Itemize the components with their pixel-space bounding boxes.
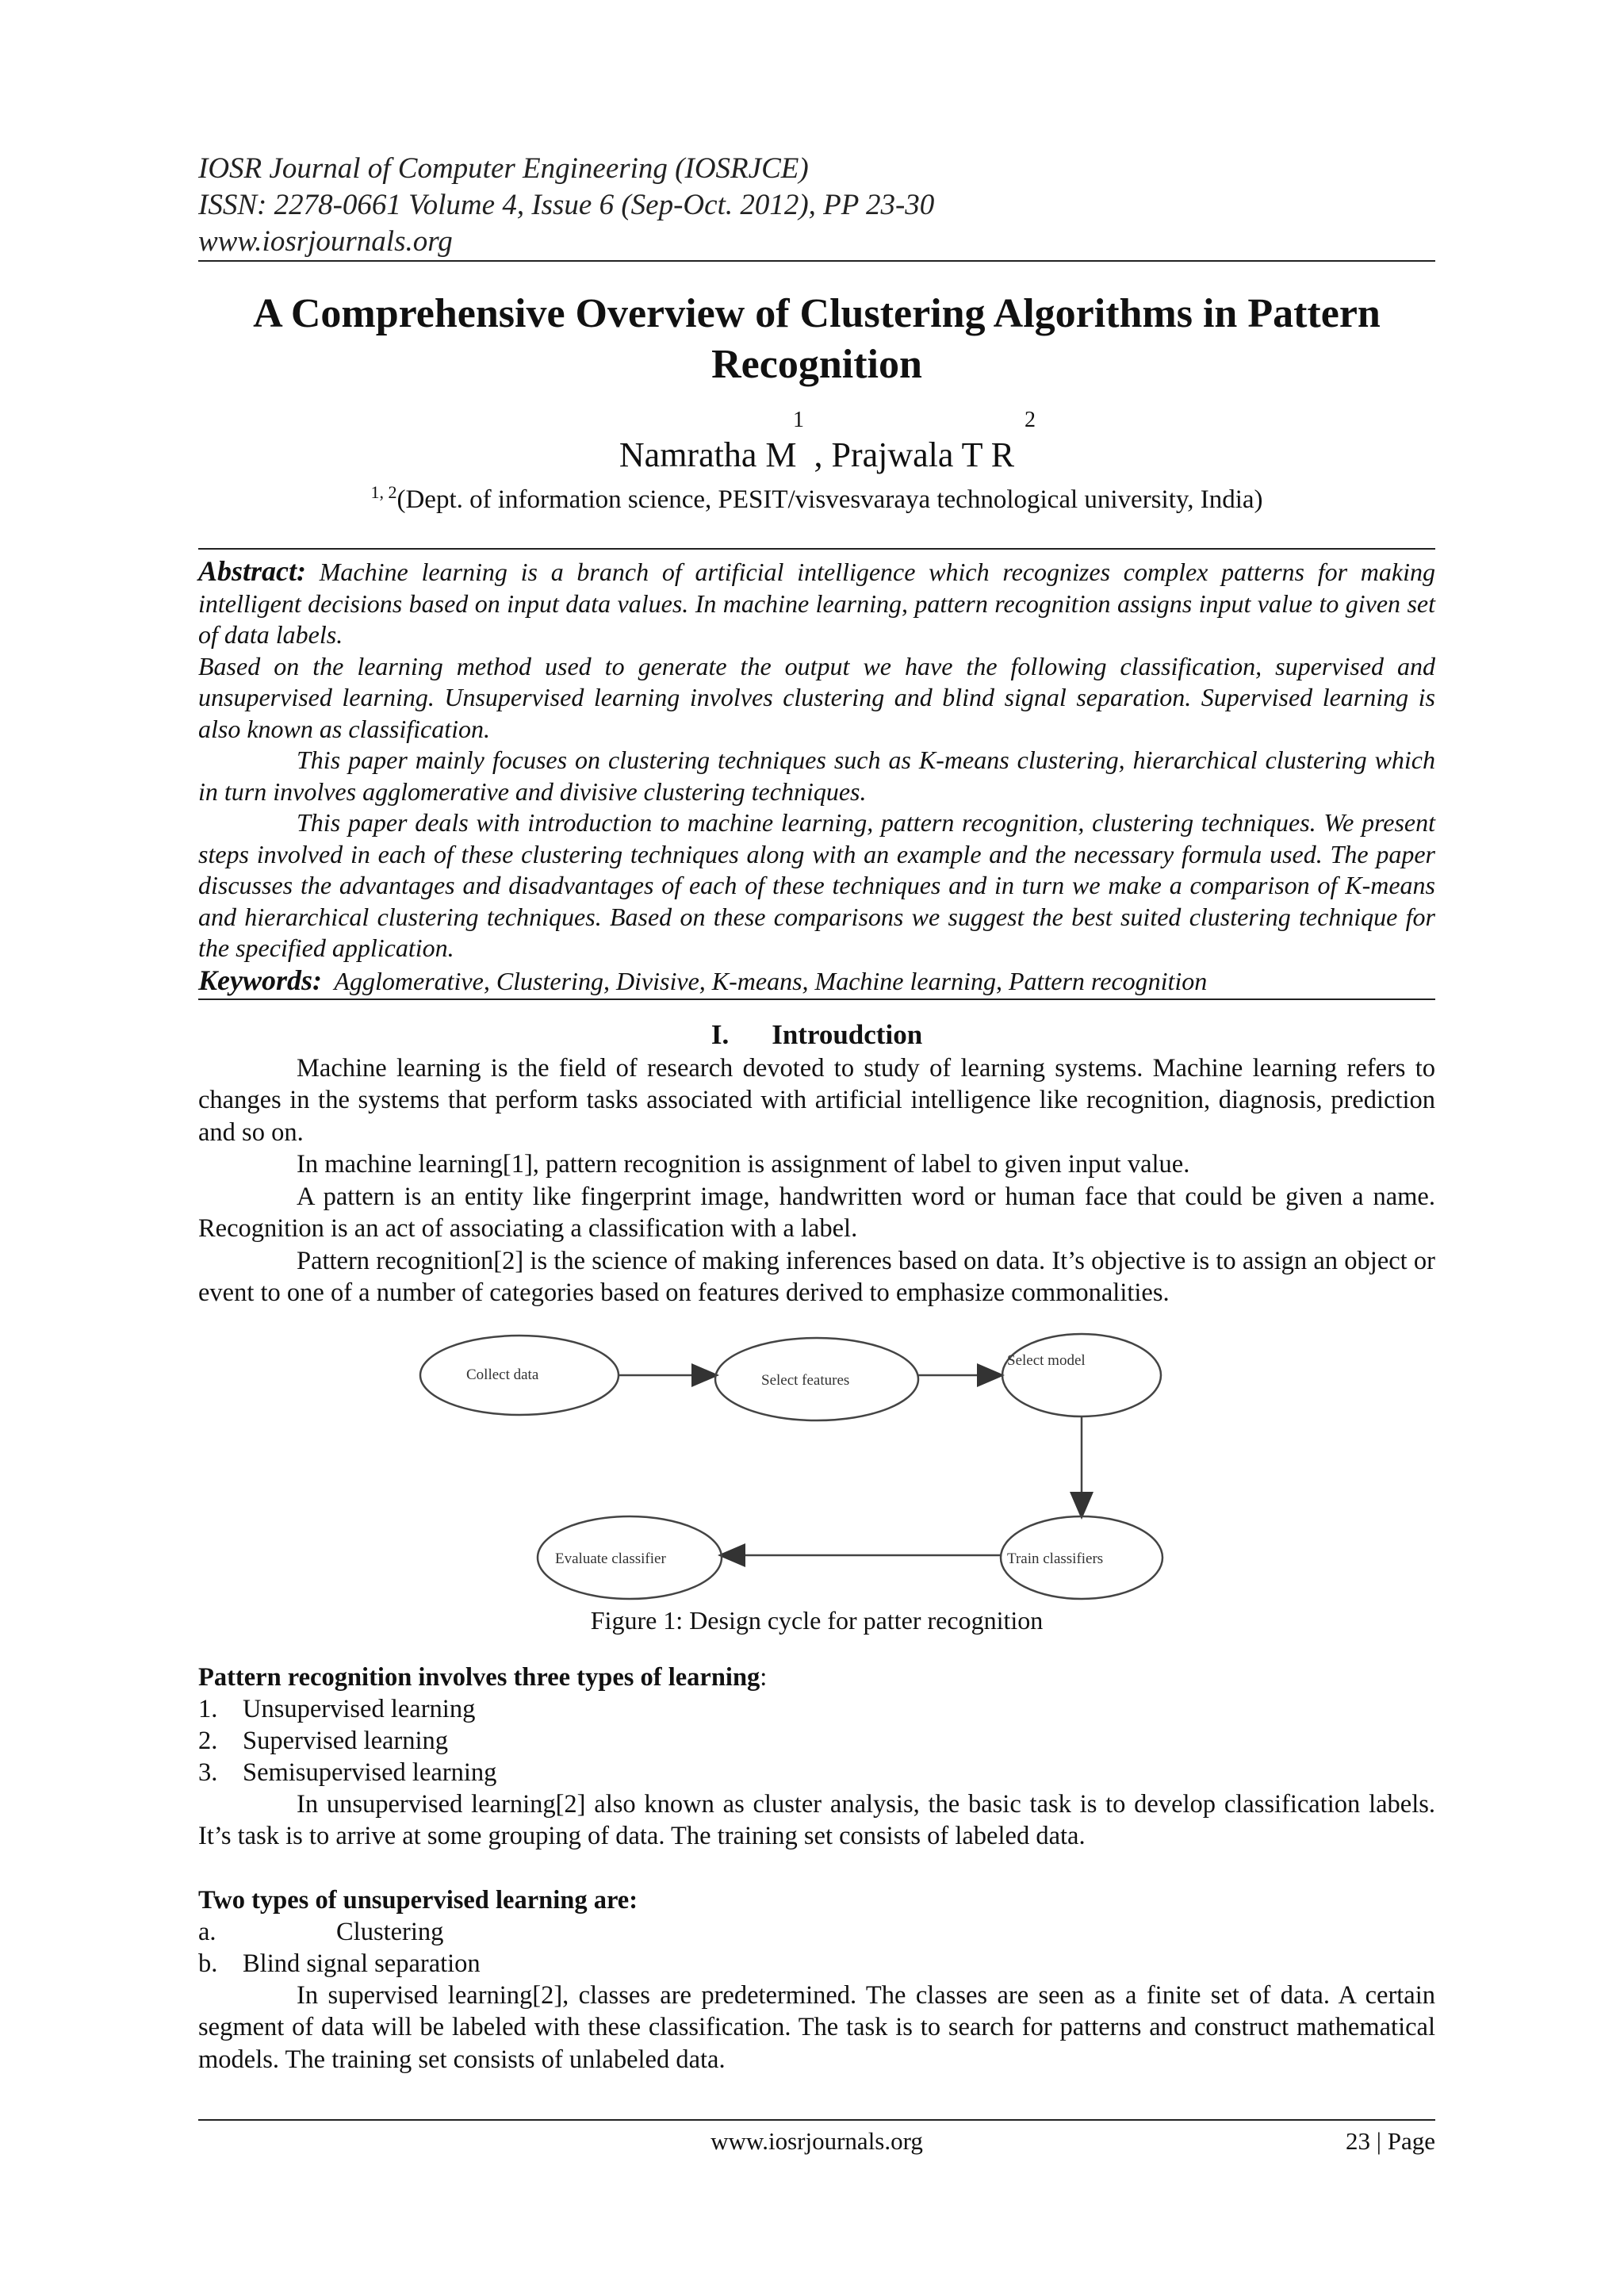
footer-site: www.iosrjournals.org	[710, 2127, 923, 2155]
footer-rule	[198, 2119, 1435, 2121]
abstract-para-1: Machine learning is a branch of artificial intelligence which recognizes complex patterns for making intelligent decisions based on input data values. In machine learning, pattern recognition assigns input value to given set of data labels.	[198, 558, 1435, 649]
journal-name: IOSR Journal of Computer Engineering (IOSRJCE)	[198, 152, 809, 185]
paper-title	[198, 289, 1435, 390]
list-text: Clustering	[336, 1917, 444, 1946]
author-superscripts	[198, 408, 1435, 436]
node-label-evaluate: Evaluate classifier	[555, 1550, 666, 1567]
list-marker: 2.	[198, 1726, 218, 1755]
list-text: Supervised learning	[243, 1726, 449, 1755]
unsupervised-para: In unsupervised learning[2] also known as cluster analysis, the basic task is to develop classification labels. It’s task is to arrive at some grouping of data. The training set consists of labeled data.	[198, 1789, 1435, 1850]
journal-header	[198, 151, 1435, 260]
intro-para-3: A pattern is an entity like fingerprint image, handwritten word or human face that could be given a name. Recognition is an act of associating a classification with a label.	[198, 1182, 1435, 1243]
learning-types-heading-colon: :	[760, 1662, 768, 1692]
design-cycle-figure	[198, 1332, 1435, 1601]
abstract-para-3: This paper mainly focuses on clustering techniques such as K-means clustering, hierarchical clustering which in turn involves agglomerative and divisive clustering techniques.	[198, 746, 1435, 806]
list-text: Semisupervised learning	[243, 1757, 497, 1787]
intro-para-2: In machine learning[1], pattern recognition is assignment of label to given input value.	[297, 1150, 1190, 1179]
abstract-para-4: This paper deals with introduction to machine learning, pattern recognition, clustering techniques. We present steps involved in each of these clustering techniques along with an example and the necessary formula used. The paper discusses the advantages and disadvantages of each of these techniques and in turn we make a comparison of K-means and hierarchical clustering techniques. Based on these comparisons we suggest the best suited clustering technique for the specified application.	[198, 808, 1435, 962]
header-rule	[198, 260, 1435, 262]
affiliation-sup: 1, 2	[370, 482, 397, 502]
journal-issn: ISSN: 2278-0661 Volume 4, Issue 6 (Sep-Oct. 2012), PP 23-30	[198, 189, 935, 221]
list-item	[198, 1757, 1435, 1788]
affiliation-text: (Dept. of information science, PESIT/visvesvaraya technological university, India)	[396, 485, 1263, 514]
journal-url: www.iosrjournals.org	[198, 225, 453, 258]
node-label-features: Select features	[761, 1371, 850, 1389]
list-marker: 1.	[198, 1694, 218, 1723]
title-line-2: Recognition	[711, 342, 922, 387]
keywords	[198, 964, 1435, 997]
title-line-1: A Comprehensive Overview of Clustering Algorithms in Pattern	[253, 291, 1381, 336]
author-sup-1: 1	[793, 408, 804, 432]
list-item	[198, 1693, 1435, 1725]
section-title: Introudction	[772, 1018, 923, 1050]
footer-page-number: 23 | Page	[1346, 2127, 1435, 2155]
node-select-model	[1002, 1334, 1161, 1416]
intro-para-4: Pattern recognition[2] is the science of making inferences based on data. It’s objective is to assign an object or event to one of a number of categories based on features derived to emphasize commonalities.	[198, 1246, 1435, 1307]
list-text: Blind signal separation	[243, 1949, 481, 1978]
section-number: I.	[710, 1018, 730, 1050]
list-item	[198, 1725, 1435, 1757]
intro-para-1: Machine learning is the field of research devoted to study of learning systems. Machine learning refers to changes in the systems that perform tasks associated with artificial intelligence like recognition, diagnosis, prediction and so on.	[198, 1053, 1435, 1147]
node-label-model: Select model	[1007, 1351, 1086, 1369]
intro-body	[198, 1052, 1435, 1309]
learning-types-heading-text: Pattern recognition involves three types of learning	[198, 1662, 760, 1692]
abstract-para-2: Based on the learning method used to generate the output we have the following classification, supervised and unsupervised learning. Unsupervised learning involves clustering and blind signal separation. Supervised learning is also known as classification.	[198, 651, 1435, 743]
list-item	[198, 1916, 1435, 1948]
keywords-label: Keywords:	[198, 964, 322, 996]
unsupervised-types-heading: Two types of unsupervised learning are:	[198, 1885, 638, 1915]
design-cycle-diagram	[198, 1332, 1435, 1601]
list-marker: a.	[198, 1917, 216, 1946]
author-sup-2: 2	[1025, 408, 1036, 432]
list-marker: b.	[198, 1949, 218, 1978]
paper-page	[198, 151, 1435, 2076]
list-marker: 3.	[198, 1757, 218, 1787]
unsupervised-types-block	[198, 1884, 1435, 2076]
node-label-train: Train classifiers	[1007, 1550, 1104, 1567]
section-heading	[198, 1018, 1435, 1052]
abstract-label: Abstract:	[198, 555, 307, 587]
node-label-collect: Collect data	[466, 1366, 539, 1383]
abstract	[198, 556, 1435, 964]
learning-types-heading	[198, 1662, 1435, 1693]
supervised-para: In supervised learning[2], classes are predetermined. The classes are seen as a finite set of data. A certain segment of data will be labeled with these classification. The task is to search for patterns and construct mathematical models. The training set consists of unlabeled data.	[198, 1980, 1435, 2074]
affiliation	[198, 476, 1435, 516]
keywords-text: Agglomerative, Clustering, Divisive, K-means, Machine learning, Pattern recognition	[322, 966, 1208, 995]
figure-caption: Figure 1: Design cycle for patter recognition	[590, 1605, 1044, 1635]
list-text: Unsupervised learning	[243, 1694, 476, 1723]
list-item	[198, 1948, 1435, 1980]
keywords-rule	[198, 999, 1435, 1000]
abstract-top-rule	[198, 548, 1435, 550]
learning-types-block	[198, 1662, 1435, 1853]
author-names: Namratha M , Prajwala T R	[619, 435, 1015, 474]
